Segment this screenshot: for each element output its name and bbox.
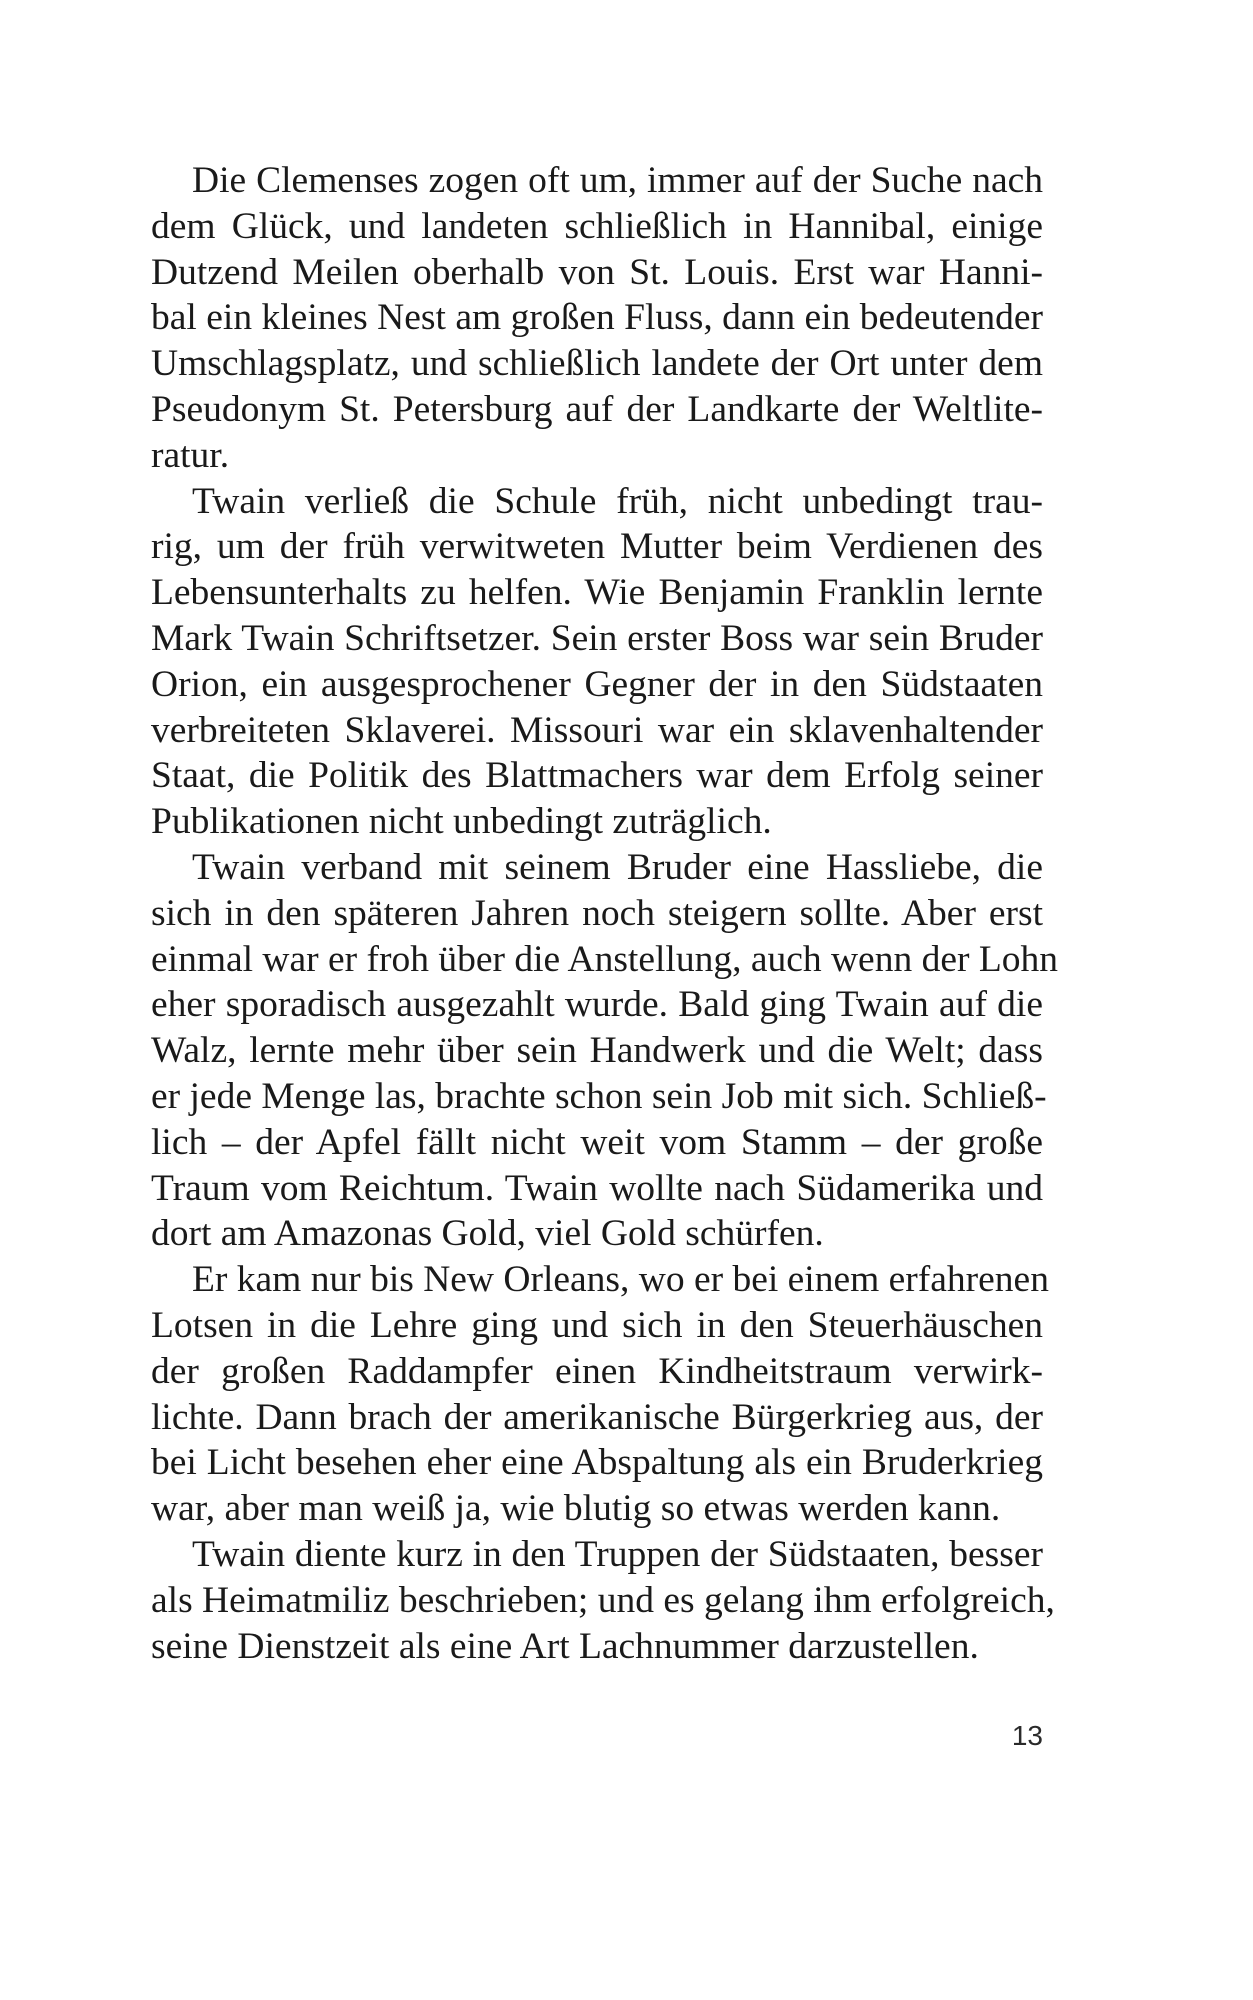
text-line: lichte. Dann brach der amerikanische Bürgerkrieg aus, der bbox=[151, 1396, 1043, 1438]
text-line: Traum vom Reichtum. Twain wollte nach Südamerika und bbox=[151, 1167, 1043, 1209]
text-line: verbreiteten Sklaverei. Missouri war ein sklavenhaltender bbox=[151, 709, 1043, 751]
text-line: ratur. bbox=[151, 434, 230, 476]
text-line: Publikationen nicht unbedingt zuträglich. bbox=[151, 801, 772, 843]
text-line: als Heimatmiliz beschrieben; und es gelang ihm erfolgreich, bbox=[151, 1579, 1055, 1621]
text-line: einmal war er froh über die Anstellung, auch wenn der Lohn bbox=[151, 938, 1058, 980]
text-line: lich – der Apfel fällt nicht weit vom Stamm – der große bbox=[151, 1121, 1043, 1163]
text-line: Mark Twain Schriftsetzer. Sein erster Boss war sein Bruder bbox=[151, 617, 1043, 659]
text-line: Twain diente kurz in den Truppen der Südstaaten, besser bbox=[192, 1533, 1043, 1575]
text-line: Dutzend Meilen oberhalb von St. Louis. Erst war Hanni- bbox=[151, 251, 1043, 293]
page-number: 13 bbox=[1011, 1720, 1043, 1751]
body-text bbox=[151, 158, 1058, 1669]
text-line: dort am Amazonas Gold, viel Gold schürfen. bbox=[151, 1213, 824, 1255]
text-line: Orion, ein ausgesprochener Gegner der in den Südstaaten bbox=[151, 663, 1043, 705]
text-line: bal ein kleines Nest am großen Fluss, dann ein bedeutender bbox=[151, 297, 1043, 339]
text-line: Er kam nur bis New Orleans, wo er bei einem erfahrenen bbox=[192, 1259, 1049, 1301]
text-line: Lotsen in die Lehre ging und sich in den Steuerhäuschen bbox=[151, 1304, 1043, 1346]
text-line: Pseudonym St. Petersburg auf der Landkarte der Weltlite- bbox=[151, 388, 1043, 430]
text-line: Staat, die Politik des Blattmachers war dem Erfolg seiner bbox=[151, 755, 1043, 797]
text-line: sich in den späteren Jahren noch steigern sollte. Aber erst bbox=[151, 892, 1043, 934]
text-line: war, aber man weiß ja, wie blutig so etwas werden kann. bbox=[151, 1488, 1001, 1530]
text-line: eher sporadisch ausgezahlt wurde. Bald ging Twain auf die bbox=[151, 984, 1043, 1026]
text-line: dem Glück, und landeten schließlich in Hannibal, einige bbox=[151, 205, 1043, 247]
text-line: rig, um der früh verwitweten Mutter beim Verdienen des bbox=[151, 526, 1043, 568]
text-line: Die Clemenses zogen oft um, immer auf der Suche nach bbox=[192, 160, 1043, 201]
text-line: seine Dienstzeit als eine Art Lachnummer darzustellen. bbox=[151, 1625, 979, 1667]
text-line: der großen Raddampfer einen Kindheitstraum verwirk- bbox=[151, 1350, 1043, 1392]
text-line: er jede Menge las, brachte schon sein Job mit sich. Schließ- bbox=[151, 1075, 1047, 1117]
text-line: bei Licht besehen eher eine Abspaltung als ein Bruderkrieg bbox=[151, 1442, 1043, 1484]
text-line: Lebensunterhalts zu helfen. Wie Benjamin Franklin lernte bbox=[151, 572, 1043, 614]
text-line: Twain verließ die Schule früh, nicht unbedingt trau- bbox=[192, 480, 1043, 522]
text-line: Twain verband mit seinem Bruder eine Hassliebe, die bbox=[192, 846, 1043, 888]
text-line: Umschlagsplatz, und schließlich landete der Ort unter dem bbox=[151, 343, 1043, 385]
text-line: Walz, lernte mehr über sein Handwerk und die Welt; dass bbox=[151, 1030, 1043, 1072]
